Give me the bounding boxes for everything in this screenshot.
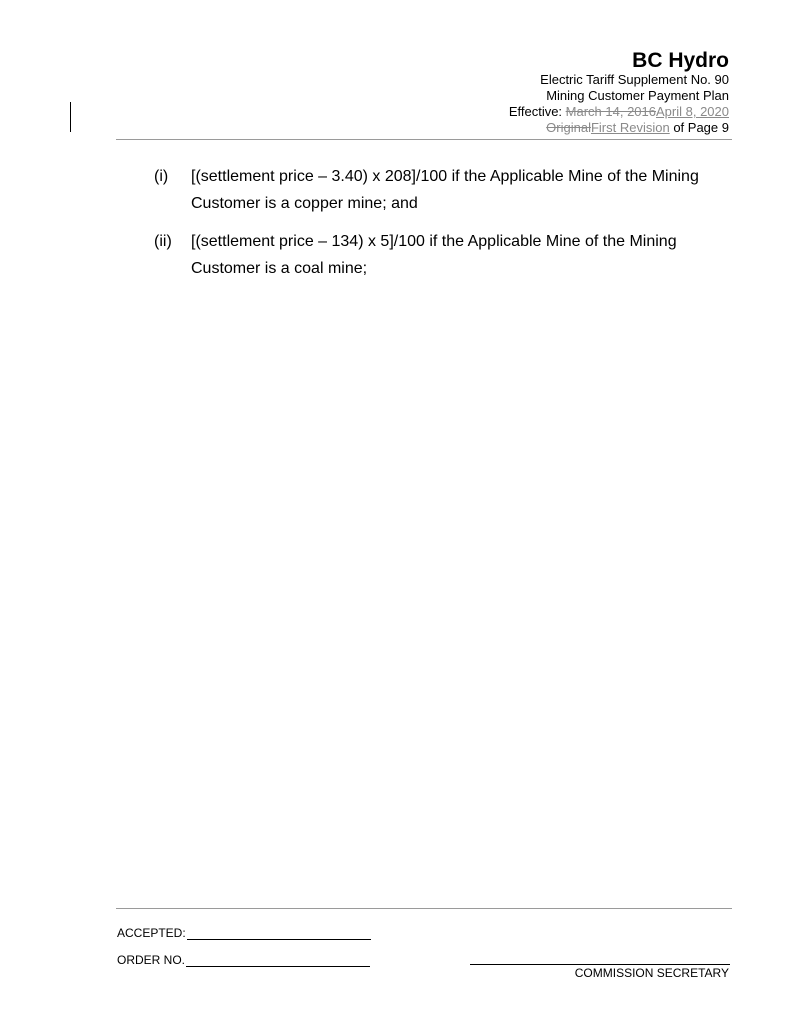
document-header [509,50,729,136]
signature-line [470,964,730,965]
clause-line: [(settlement price – 3.40) x 208]/100 if the Applicable Mine of the Mining [191,168,699,185]
clause-number: (i) [154,168,169,185]
clause-text [191,163,721,217]
effective-date-deleted: March 14, 2016 [565,104,656,119]
clause-line: Customer is a coal mine; [191,260,368,277]
header-divider [116,139,732,140]
revision-change-bar [70,102,71,132]
revision-deleted: Original [546,120,591,135]
commission-secretary-label: COMMISSION SECRETARY [574,966,729,980]
revision-page [509,120,729,136]
plan-title: Mining Customer Payment Plan [546,88,729,103]
page-number: of Page 9 [669,120,729,135]
effective-date [509,104,729,120]
order-number-field [117,953,370,967]
clause-line: [(settlement price – 134) x 5]/100 if the Applicable Mine of the Mining [191,233,677,250]
clause-line: Customer is a copper mine; and [191,195,418,212]
order-number-label: ORDER NO. [117,953,186,967]
footer-divider [116,908,732,909]
accepted-label: ACCEPTED: [117,926,186,940]
order-number-blank [186,954,370,967]
clause-number: (ii) [154,233,172,250]
revision-inserted: First Revision [590,120,670,135]
tariff-supplement: Electric Tariff Supplement No. 90 [540,72,729,87]
company-name: BC Hydro [632,49,729,72]
clause-text [191,228,721,282]
accepted-field [117,926,371,940]
effective-label: Effective: [508,104,566,119]
effective-date-inserted: April 8, 2020 [656,104,729,119]
accepted-blank [187,927,371,940]
